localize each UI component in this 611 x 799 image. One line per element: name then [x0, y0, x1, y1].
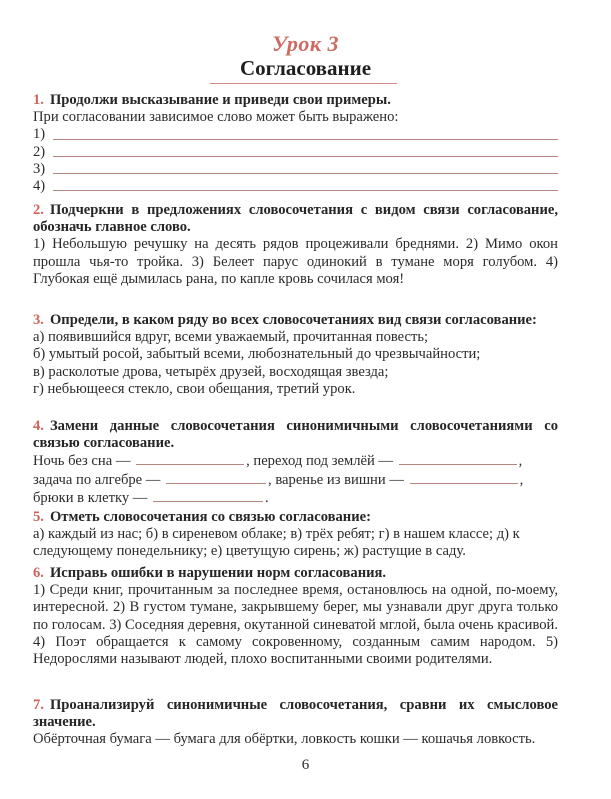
- task-6-number: 6.: [33, 565, 44, 581]
- task-5-instruction: Отметь словосочетания со связью согласование:: [49, 509, 371, 525]
- task-7-heading: [33, 697, 558, 731]
- task-2-number: 2.: [33, 202, 44, 218]
- task-7-body: Обёрточная бумага — бумага для обёртки, ловкость кошки — кошачья ловкость.: [33, 731, 536, 748]
- task-6-heading: [33, 565, 558, 582]
- answer-line-2-label: 2): [33, 143, 46, 160]
- task-4-punct-2: ,: [518, 453, 523, 470]
- answer-line-3-rule[interactable]: [53, 173, 558, 174]
- title-underline: [210, 83, 397, 84]
- task-4-blank-3[interactable]: [166, 471, 266, 484]
- task-4-instruction: Замени данные словосочетания синонимичными словосочетаниями со связью согласование.: [33, 418, 558, 452]
- task-4-phrase-3: задача по алгебре —: [33, 471, 161, 488]
- task-1: [33, 92, 558, 195]
- task-4: [33, 418, 558, 507]
- task-3: [33, 312, 558, 398]
- answer-line-3-label: 3): [33, 160, 46, 177]
- task-2-heading: [33, 202, 558, 236]
- task-2: [33, 202, 558, 288]
- task-3-option-c: в) расколотые дрова, четырёх друзей, восходящая звезда;: [33, 363, 389, 380]
- answer-line-1[interactable]: [33, 126, 558, 143]
- task-5-body: а) каждый из нас; б) в сиреневом облаке; в) трёх ребят; г) в нашем классе; д) к следующему понедельнику; е) цветущую сирень; ж) растущие в саду.: [33, 526, 520, 560]
- task-3-option-d: г) небьющееся стекло, свои обещания, третий урок.: [33, 380, 356, 397]
- task-1-instruction: Продолжи высказывание и приведи свои примеры.: [49, 92, 391, 108]
- task-3-option-a: а) появившийся вдруг, всеми уважаемый, прочитанная повесть;: [33, 329, 429, 346]
- task-7-instruction: Проанализируй синонимичные словосочетания, сравни их смысловое значение.: [33, 697, 558, 731]
- answer-line-2-rule[interactable]: [53, 156, 558, 157]
- lesson-title: Согласование: [239, 56, 372, 80]
- task-1-number: 1.: [33, 92, 44, 108]
- task-6-body: 1) Среди книг, прочитанным за последнее время, остановлюсь на одной, по-моему, интересной. 2) В густом тумане, закрывшему берег, мы узнавали друг друга только по голосам. 3) Соседняя деревня, окутанной синеватой мглой, была очень красивой. 4) Поэт обращается к самому сокровенному, созданным самим народом. 5) Недорослями называют людей, плохо воспитанными своими родителями.: [33, 582, 558, 668]
- answer-line-4-label: 4): [33, 177, 46, 194]
- task-5: [33, 509, 558, 561]
- answer-line-2[interactable]: [33, 144, 558, 161]
- task-4-blank-1[interactable]: [136, 452, 244, 465]
- task-4-phrase-4: варенье из вишни —: [275, 471, 404, 488]
- task-3-heading: [33, 312, 558, 329]
- task-2-body: 1) Небольшую речушку на десять рядов процеживали бреднями. 2) Мимо окон прошла чья-то тройка. 3) Белеет парус одинокий в тумане моря голубом. 4) Глубокая ещё дымилась рана, по капле кровь сочилася моя!: [33, 236, 558, 287]
- task-4-phrase-2: переход под землёй —: [253, 453, 393, 470]
- task-4-phrase-1: Ночь без сна —: [33, 453, 131, 470]
- task-4-blank-5[interactable]: [153, 489, 263, 502]
- task-3-instruction: Определи, в каком ряду во всех словосочетаниях вид связи согласование:: [49, 312, 537, 328]
- lesson-number: Урок 3: [271, 31, 340, 56]
- task-4-phrase-5: брюки в клетку —: [33, 489, 148, 506]
- task-1-body: При согласовании зависимое слово может быть выражено:: [33, 109, 399, 126]
- task-7: [33, 697, 558, 749]
- task-5-heading: [33, 509, 558, 526]
- task-3-option-b: б) умытый росой, забытый всеми, любознательный до чрезвычайности;: [33, 346, 481, 363]
- task-4-number: 4.: [33, 418, 44, 434]
- task-4-row-1: [33, 452, 558, 470]
- answer-line-1-rule[interactable]: [53, 139, 558, 140]
- answer-line-4[interactable]: [33, 178, 558, 195]
- task-4-punct-3: ,: [268, 471, 272, 488]
- task-4-punct-4: ,: [519, 471, 524, 488]
- page-number: 6: [301, 757, 310, 773]
- task-4-punct-1: ,: [246, 453, 250, 470]
- answer-line-3[interactable]: [33, 161, 558, 178]
- task-3-number: 3.: [33, 312, 44, 328]
- task-7-number: 7.: [33, 697, 44, 713]
- task-4-row-2: [33, 471, 558, 489]
- task-4-blank-4[interactable]: [410, 471, 518, 484]
- task-5-number: 5.: [33, 509, 44, 525]
- task-4-heading: [33, 418, 558, 452]
- task-2-instruction: Подчеркни в предложениях словосочетания с видом связи согласование, обозначь главное слово.: [33, 202, 558, 236]
- task-4-blank-2[interactable]: [399, 452, 517, 465]
- answer-line-1-label: 1): [33, 126, 46, 143]
- task-4-punct-5: .: [265, 489, 269, 506]
- task-6: [33, 565, 558, 668]
- answer-line-4-rule[interactable]: [53, 190, 558, 191]
- task-1-heading: [33, 92, 558, 109]
- task-6-instruction: Исправь ошибки в нарушении норм согласования.: [49, 565, 387, 581]
- task-4-row-3: [33, 489, 558, 507]
